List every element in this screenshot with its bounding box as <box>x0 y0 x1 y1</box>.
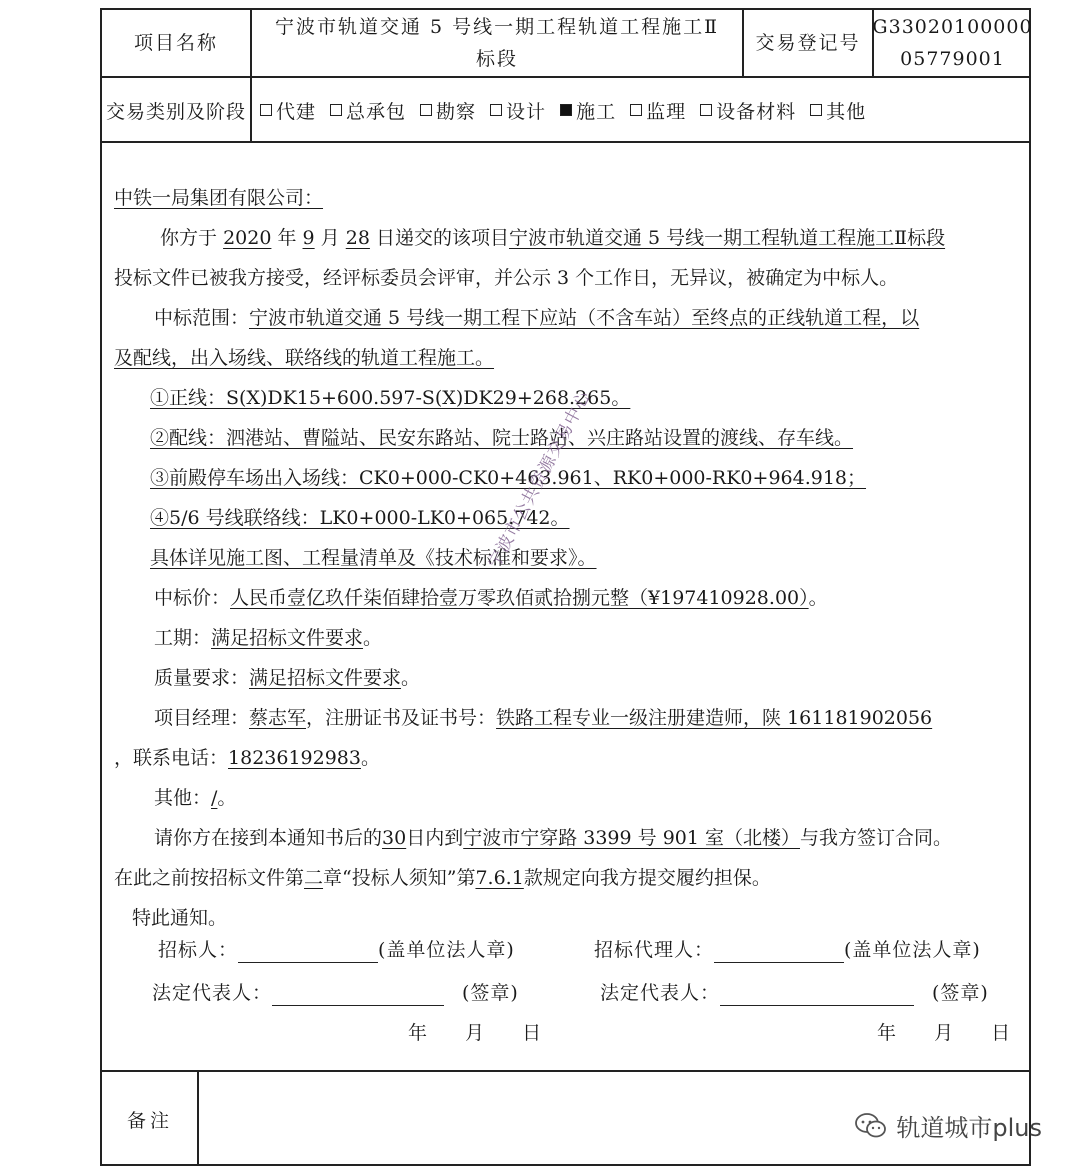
scope-item-4: ④5/6 号线联络线：LK0+000-LK0+065.742。 <box>150 507 570 529</box>
price-line: 中标价：人民币壹亿玖仟柒佰肆拾壹万零玖佰贰拾捌元整（¥197410928.00）。 <box>154 587 828 609</box>
stage-option <box>810 97 866 124</box>
stage-option <box>490 97 546 124</box>
stage-option <box>420 97 476 124</box>
scope-value-2: 及配线，出入场线、联络线的轨道工程施工。 <box>114 347 495 369</box>
bid-day: 28 <box>345 227 370 249</box>
stage-options <box>250 97 880 124</box>
tenderer-signature: 招标人： (盖单位法人章) <box>158 939 515 961</box>
tenderer-date: 年 月 日 <box>408 1022 543 1044</box>
project-name-line2: 标段 <box>475 48 518 70</box>
checkbox-icon <box>330 104 342 116</box>
quality-value: 满足招标文件要求 <box>249 667 402 689</box>
stage-option-label: 其他 <box>826 100 867 123</box>
agent-signature: 招标代理人： (盖单位法人章) <box>594 939 981 961</box>
checkbox-icon <box>260 104 272 116</box>
bid-project: 宁波市轨道交通 5 号线一期工程轨道工程施工Ⅱ标段 <box>508 227 946 249</box>
stage-option-label: 总承包 <box>346 100 407 123</box>
stage-option-label: 设计 <box>506 100 547 123</box>
manager-line: 项目经理：蔡志军，注册证书及证书号：铁路工程专业一级注册建造师，陕 161181902056 <box>154 707 933 729</box>
agent-blank <box>714 940 844 963</box>
tenderer-rep-blank <box>272 983 444 1006</box>
scope-value: 宁波市轨道交通 5 号线一期工程下应站（不含车站）至终点的正线轨道工程，以 <box>249 307 920 329</box>
scope-item-1: ①正线：S(X)DK15+600.597-S(X)DK29+268.265。 <box>150 387 631 409</box>
closing-line: 特此通知。 <box>132 907 228 929</box>
stage-option-label: 施工 <box>576 100 617 123</box>
manager-name: 蔡志军 <box>249 707 307 729</box>
sign-days: 30 <box>382 827 407 849</box>
agent-date: 年 月 日 <box>877 1022 1012 1044</box>
price-value: 人民币壹亿玖仟柒佰肆拾壹万零玖佰贰拾捌元整（¥197410928.00） <box>230 587 809 609</box>
stage-option <box>630 97 686 124</box>
scope-item-2: ②配线：泗港站、曹隘站、民安东路站、院士路站、兴庄路站设置的渡线、存车线。 <box>150 427 854 449</box>
period-line: 工期：满足招标文件要求。 <box>154 627 383 649</box>
stage-row <box>102 78 1031 142</box>
acceptance-line: 你方于 2020 年 9 月 28 日递交的该项目宁波市轨道交通 5 号线一期工程轨道工程施工Ⅱ标段 <box>160 227 946 249</box>
bond-clause: 7.6.1 <box>475 867 524 889</box>
bond-chapter: 二 <box>304 867 324 889</box>
quality-line: 质量要求：满足招标文件要求。 <box>154 667 421 689</box>
other-line: 其他：/。 <box>154 787 237 809</box>
project-label: 项目名称 <box>133 32 218 54</box>
wechat-icon <box>854 1112 888 1140</box>
stage-option-label: 设备材料 <box>716 100 797 123</box>
scope-line: 中标范围：宁波市轨道交通 5 号线一期工程下应站（不含车站）至终点的正线轨道工程，以 <box>154 307 920 329</box>
checkbox-icon <box>810 104 822 116</box>
notice-form <box>100 8 1031 1166</box>
checkbox-icon <box>630 104 642 116</box>
notice-body <box>114 178 1024 938</box>
scope-line-2 <box>114 338 1024 378</box>
stage-option <box>700 97 796 124</box>
watermark <box>854 1108 1042 1143</box>
reg-number-line1: G33020100000 <box>872 16 1033 38</box>
row-divider <box>102 1070 1029 1072</box>
watermark-text: 轨道城市plus <box>896 1114 1042 1142</box>
reg-number <box>874 10 1031 76</box>
stage-label: 交易类别及阶段 <box>105 100 246 123</box>
remark-label: 备注 <box>126 1109 173 1132</box>
checked-box-icon <box>560 104 572 116</box>
project-name-line1: 宁波市轨道交通 5 号线一期工程轨道工程施工Ⅱ <box>274 16 720 38</box>
agent-rep-blank <box>720 983 914 1006</box>
checkbox-icon <box>490 104 502 116</box>
stage-option-label: 勘察 <box>436 100 477 123</box>
scope-item-3: ③前殿停车场出入场线：CK0+000-CK0+463.961、RK0+000-RK0+964.918； <box>150 467 867 489</box>
stage-option-label: 监理 <box>646 100 687 123</box>
bid-year: 2020 <box>223 227 272 249</box>
acceptance-line-2: 投标文件已被我方接受，经评标委员会评审，并公示 3 个工作日，无异议，被确定为中标人。 <box>114 267 899 289</box>
addressee-line <box>114 178 1024 218</box>
reg-label: 交易登记号 <box>755 32 861 54</box>
phone-line: ，联系电话：18236192983。 <box>114 747 381 769</box>
tenderer-blank <box>238 940 378 963</box>
checkbox-icon <box>700 104 712 116</box>
bond-line: 在此之前按招标文件第二章“投标人须知”第7.6.1款规定向我方提交履约担保。 <box>114 867 771 889</box>
agent-rep-signature: 法定代表人： (签章) <box>600 982 989 1004</box>
stage-option <box>260 97 316 124</box>
addressee: 中铁一局集团有限公司： <box>114 187 324 209</box>
other-value: / <box>211 787 218 809</box>
stage-option <box>330 97 406 124</box>
period-value: 满足招标文件要求 <box>211 627 364 649</box>
phone-value: 18236192983 <box>228 747 361 769</box>
stage-option-label: 代建 <box>276 100 317 123</box>
bid-month: 9 <box>302 227 315 249</box>
sign-place: 宁波市宁穿路 3399 号 901 室（北楼） <box>463 827 800 849</box>
reg-number-line2: 05779001 <box>900 48 1005 70</box>
sign-contract-line: 请你方在接到本通知书后的30日内到宁波市宁穿路 3399 号 901 室（北楼）与我方签订合同。 <box>154 827 953 849</box>
stamp-text: 宁波市公共资源交易中心 <box>484 387 596 572</box>
project-name <box>252 10 742 76</box>
checkbox-icon <box>420 104 432 116</box>
tenderer-rep-signature: 法定代表人： (签章) <box>152 982 519 1004</box>
stage-option <box>560 97 616 124</box>
detail-line: 具体详见施工图、工程量清单及《技术标准和要求》。 <box>150 547 597 569</box>
manager-cert: 铁路工程专业一级注册建造师，陕 161181902056 <box>496 707 933 729</box>
